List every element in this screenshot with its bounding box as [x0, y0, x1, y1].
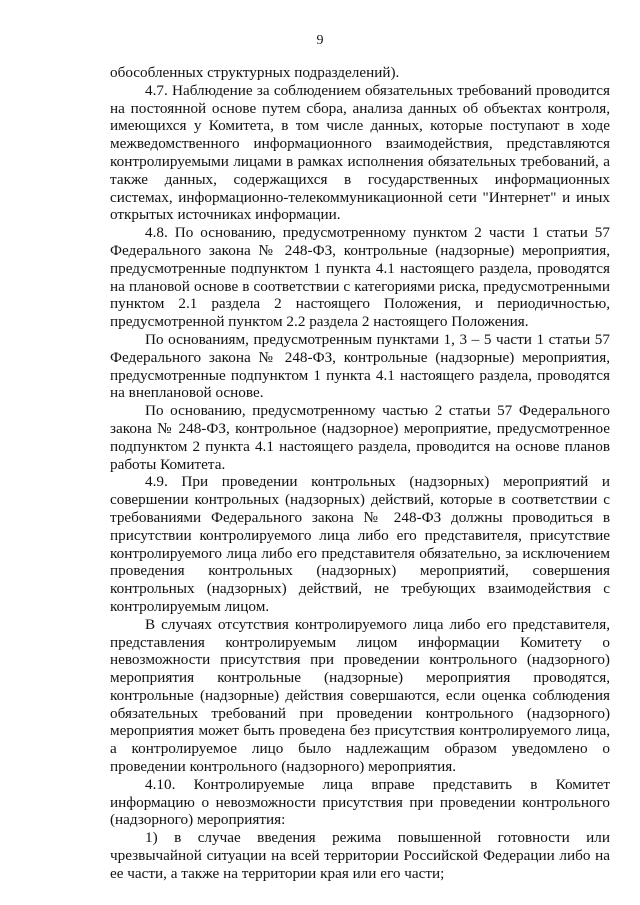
page-number: 9	[316, 33, 324, 48]
paragraph-4-9-absence: В случаях отсутствия контролируемого лица либо его представителя, представления контролируемым лицом информации Комитету о невозможности присутствия при проведении контрольного (надзорного) мероприятия контрольные (надзорные) мероприятия проводятся, контрольные (надзорные) действия совершаются, если оценка соблюдения обязательных требований при проведении контрольного (надзорного) мероприятия может быть проведена без присутствия контролируемого лица, а контролируемое лицо было надлежащим образом уведомлено о проведении контрольного (надзорного) мероприятия.	[110, 615, 610, 776]
paragraph-4-7: 4.7. Наблюдение за соблюдением обязательных требований проводится на постоянной основе путем сбора, анализа данных об объектах контроля, имеющихся у Комитета, в том числе данных, которые поступают в ходе межведомственного информационного взаимодействия, представляются контролируемыми лицами в рамках исполнения обязательных требований, а также данных, содержащихся в государственных информационных системах, информационно-телекоммуникационной сети "Интернет" и иных открытых источниках информации.	[110, 81, 610, 224]
paragraph-4-9: 4.9. При проведении контрольных (надзорных) мероприятий и совершении контрольных (надзорных) действий, которые в соответствии с требованиями Федерального закона № 248-ФЗ должны проводиться в присутствии контролируемого лица либо его представителя, присутствие контролируемого лица либо его представителя обязательно, за исключением проведения контрольных (надзорных) мероприятий, совершения контрольных (надзорных) действий, не требующих взаимодействия с контролируемым лицом.	[110, 473, 610, 615]
paragraph-4-8-work-plans: По основанию, предусмотренному частью 2 статьи 57 Федерального закона № 248-ФЗ, контрольное (надзорное) мероприятие, предусмотренное подпунктом 2 пункта 4.1 настоящего раздела, проводится на основе планов работы Комитета.	[110, 402, 610, 473]
paragraph-4-10-item-1: 1) в случае введения режима повышенной готовности или чрезвычайной ситуации на всей территории Российской Федерации либо на ее части, а также на территории края или его части;	[110, 829, 610, 882]
paragraph-continuation: обособленных структурных подразделений).	[110, 64, 400, 81]
paragraph-4-10: 4.10. Контролируемые лица вправе представить в Комитет информацию о невозможности присутствия при проведении контрольного (надзорного) мероприятия:	[110, 775, 610, 829]
paragraph-4-8-unplanned: По основаниям, предусмотренным пунктами 1, 3 – 5 части 1 статьи 57 Федерального закона № 248-ФЗ, контрольные (надзорные) мероприятия, предусмотренные подпунктом 1 пункта 4.1 настоящего раздела, проводятся на внеплановой основе.	[110, 330, 610, 402]
paragraph-4-8: 4.8. По основанию, предусмотренному пунктом 2 части 1 статьи 57 Федерального закона № 248-ФЗ, контрольные (надзорные) мероприятия, предусмотренные подпунктом 1 пункта 4.1 настоящего раздела, проводятся на плановой основе в соответствии с категориями риска, предусмотренными пунктом 2.1 раздела 2 настоящего Положения, и периодичностью, предусмотренной пунктом 2.2 раздела 2 настоящего Положения.	[110, 224, 610, 331]
document-body	[110, 64, 610, 883]
